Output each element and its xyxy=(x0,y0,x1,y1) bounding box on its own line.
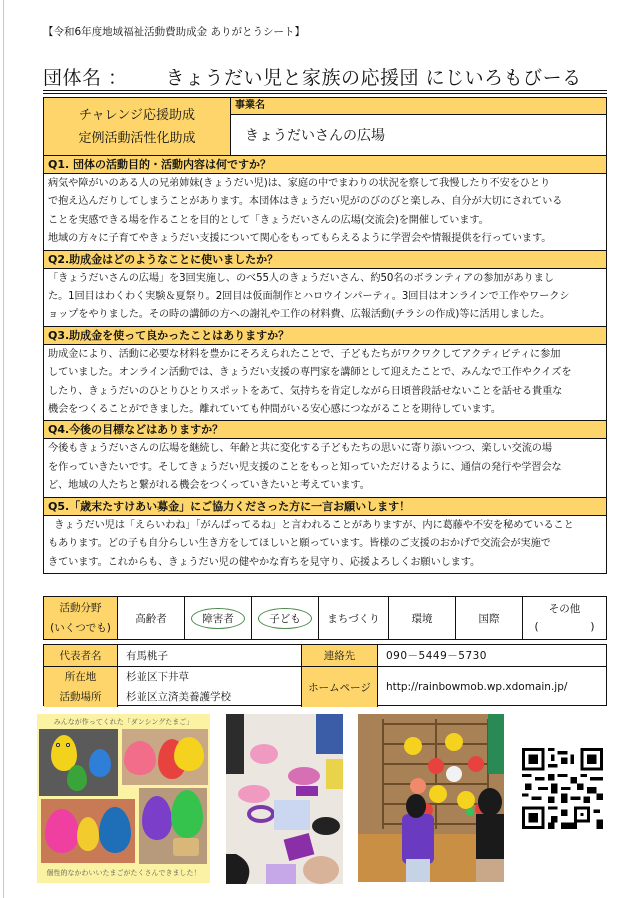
location-label-2: 活動場所 xyxy=(59,691,102,703)
answer-line: 地域の方々に子育てやきょうだい支援について関心をもってもらえるように学習会や情報提供を行っています。 xyxy=(48,233,552,245)
homepage-label: ホームページ xyxy=(302,667,378,707)
field-disability xyxy=(185,597,252,639)
field-label: 環境 xyxy=(411,612,433,625)
field-other-label: その他 xyxy=(548,603,581,615)
field-label-selected: 子ども xyxy=(258,608,312,629)
answer-line: きています。これからも、きょうだい児の健やかな育ちを見守り、応援よろしくお願いします。 xyxy=(48,556,481,568)
answer-line: 今後もきょうだいさんの広場を継続し、年齢と共に変化する子どもたちの思いに寄り添いつつ、楽しい交流の場 xyxy=(48,443,552,455)
gym-target-game-photo xyxy=(358,714,504,882)
gym-photo-illustration xyxy=(358,714,504,882)
field-other-blank xyxy=(535,618,595,636)
question-title: Q4.今後の目標などはありますか？ xyxy=(44,421,606,439)
field-label: まちづくり xyxy=(327,612,380,625)
grant-header-row xyxy=(44,98,606,156)
question-title: Q1. 団体の活動目的・活動内容は何ですか？ xyxy=(44,156,606,174)
question-4 xyxy=(44,421,606,497)
questionnaire-box xyxy=(43,97,607,574)
field-elderly xyxy=(118,597,185,639)
question-title: Q5.「歳末たすけあい募金」にご協力くださった方に一言お願いします！ xyxy=(44,498,606,516)
activity-field-label-2: (いくつでも) xyxy=(50,622,111,634)
eggs-photo-3 xyxy=(41,799,135,863)
answer-line: 助成金により、活動に必要な材料を豊かにそろえられたことで、子どもたちがワクワクしてアクティビティに参加 xyxy=(48,348,561,360)
project-cell xyxy=(231,98,606,155)
question-title: Q2.助成金はどのようなことに使いましたか？ xyxy=(44,251,606,269)
answer-line: したり、きょうだいのひとりひとりスポットをあて、気持ちを肯定しながら日頃普段話せないことを話せる貴重な xyxy=(48,385,563,397)
question-title: Q3.助成金を使って良かったことはありますか？ xyxy=(44,327,606,345)
title-underline xyxy=(43,90,607,94)
answer-line: 病気や障がいのある人の兄弟姉妹(きょうだい児)は、家庭の中でまわりの状況を察して我慢したり不安をひとり xyxy=(48,178,551,189)
answer-line: で抱え込んだりしてしまうことがあります。本団体はきょうだい児がのびのびと楽しみ、自分が大切にされている xyxy=(48,196,563,208)
sheet-label: 【令和6年度地域福祉活動費助成金 ありがとうシート】 xyxy=(43,26,306,38)
question-answer xyxy=(44,269,606,327)
location-label xyxy=(44,667,118,707)
contact-table xyxy=(43,644,607,706)
grant-type-2: 定例活動活性化助成 xyxy=(78,130,196,146)
field-children xyxy=(252,597,319,639)
dancing-eggs-photo-collage xyxy=(37,714,210,883)
field-label: 国際 xyxy=(478,612,500,625)
org-prefix: 団体名 ： xyxy=(43,67,128,89)
location-value-2: 杉並区立済美養護学校 xyxy=(126,691,231,703)
crafts-table-photo xyxy=(226,714,343,884)
field-international xyxy=(456,597,523,639)
question-answer xyxy=(44,516,606,573)
answer-line: 「きょうだいさんの広場」を3回実施し、のべ55人のきょうだいさん、約50名のボランティアの参加がありまし xyxy=(48,272,554,284)
field-label: 高齢者 xyxy=(135,612,167,625)
grant-type-cell xyxy=(44,98,231,155)
question-answer xyxy=(44,174,606,251)
answer-line: きょうだい児は「えらいわね」「がんばってるね」と言われることがありますが、内に葛藤や不安を秘めていること xyxy=(48,519,574,531)
field-other xyxy=(523,597,606,639)
question-3 xyxy=(44,327,606,422)
eggs-photo-1 xyxy=(39,729,118,796)
crafts-photo-illustration xyxy=(226,714,343,884)
representative-value: 有馬桃子 xyxy=(118,645,302,667)
grant-type-1: チャレンジ応援助成 xyxy=(79,107,195,123)
eggs-photo-2 xyxy=(122,729,208,785)
answer-line: た。1回目はわくわく実験＆夏祭り。2回目は仮面制作とハロウインパーティ。3回目はオンラインで工作やワークシ xyxy=(48,291,570,303)
contact-phone: 090－5449－5730 xyxy=(378,645,606,667)
contact-label: 連絡先 xyxy=(302,645,378,667)
answer-line: 機会をつくることができました。離れていても仲間がいる安心感につながることを期待しています。 xyxy=(48,404,501,416)
field-label-selected: 障害者 xyxy=(191,608,245,629)
answer-line: ど、地域の人たちと繋がれる機会をつくっていきたいと考えています。 xyxy=(48,480,370,492)
question-5 xyxy=(44,498,606,573)
paren-close: ) xyxy=(590,621,595,633)
question-2 xyxy=(44,251,606,327)
paren-open: ( xyxy=(534,621,539,633)
qr-code-icon xyxy=(522,748,603,829)
representative-label: 代表者名 xyxy=(44,645,118,667)
answer-line: もあります。どの子も自分らしい生き方をしてほしいと願っています。皆様のご支援のおかげで交流会が実施で xyxy=(48,538,551,550)
answer-line: を作っていきたいです。そしてきょうだい児支援のことをもっと知っていただけるように、通信の発行や学習会な xyxy=(48,461,562,473)
answer-line: ョップをやりました。その時の講師の方への謝礼や工作の材料費、広報活動(チラシの作成)等に活用しました。 xyxy=(48,309,551,321)
field-environment xyxy=(389,597,456,639)
project-label: 事業名 xyxy=(231,98,606,115)
activity-field-label xyxy=(44,597,118,639)
qr-code[interactable] xyxy=(522,748,603,829)
project-name: きょうだいさんの広場 xyxy=(245,128,385,144)
location-value xyxy=(118,667,302,707)
eggs-photo-4 xyxy=(139,788,207,864)
page-edge-rule xyxy=(3,0,4,898)
field-community xyxy=(319,597,389,639)
location-value-1: 杉並区下井草 xyxy=(126,671,189,683)
question-answer xyxy=(44,439,606,497)
answer-line: ことを実感できる場を作ることを目的として「きょうだいさんの広場(交流会)を開催しています。 xyxy=(48,214,489,226)
org-title xyxy=(43,63,582,90)
location-label-1: 所在地 xyxy=(64,671,97,683)
eggs-caption-top: みんなが作ってくれた「ダンシングたまご」 xyxy=(53,718,194,726)
eggs-caption-bottom: 個性的なかわいいたまごがたくさんできました！ xyxy=(46,869,201,877)
activity-field-table xyxy=(43,596,607,640)
org-name: きょうだい児と家族の応援団 にじいろもびーる xyxy=(165,67,582,89)
homepage-link[interactable]: http://rainbowmob.wp.xdomain.jp/ xyxy=(386,681,568,693)
answer-line: していました。オンライン活動では、きょうだい支援の専門家を講師として迎えたことで、みんなで工作やクイズを xyxy=(48,367,572,379)
activity-field-label-1: 活動分野 xyxy=(59,602,102,614)
question-answer xyxy=(44,345,606,422)
question-1 xyxy=(44,156,606,251)
